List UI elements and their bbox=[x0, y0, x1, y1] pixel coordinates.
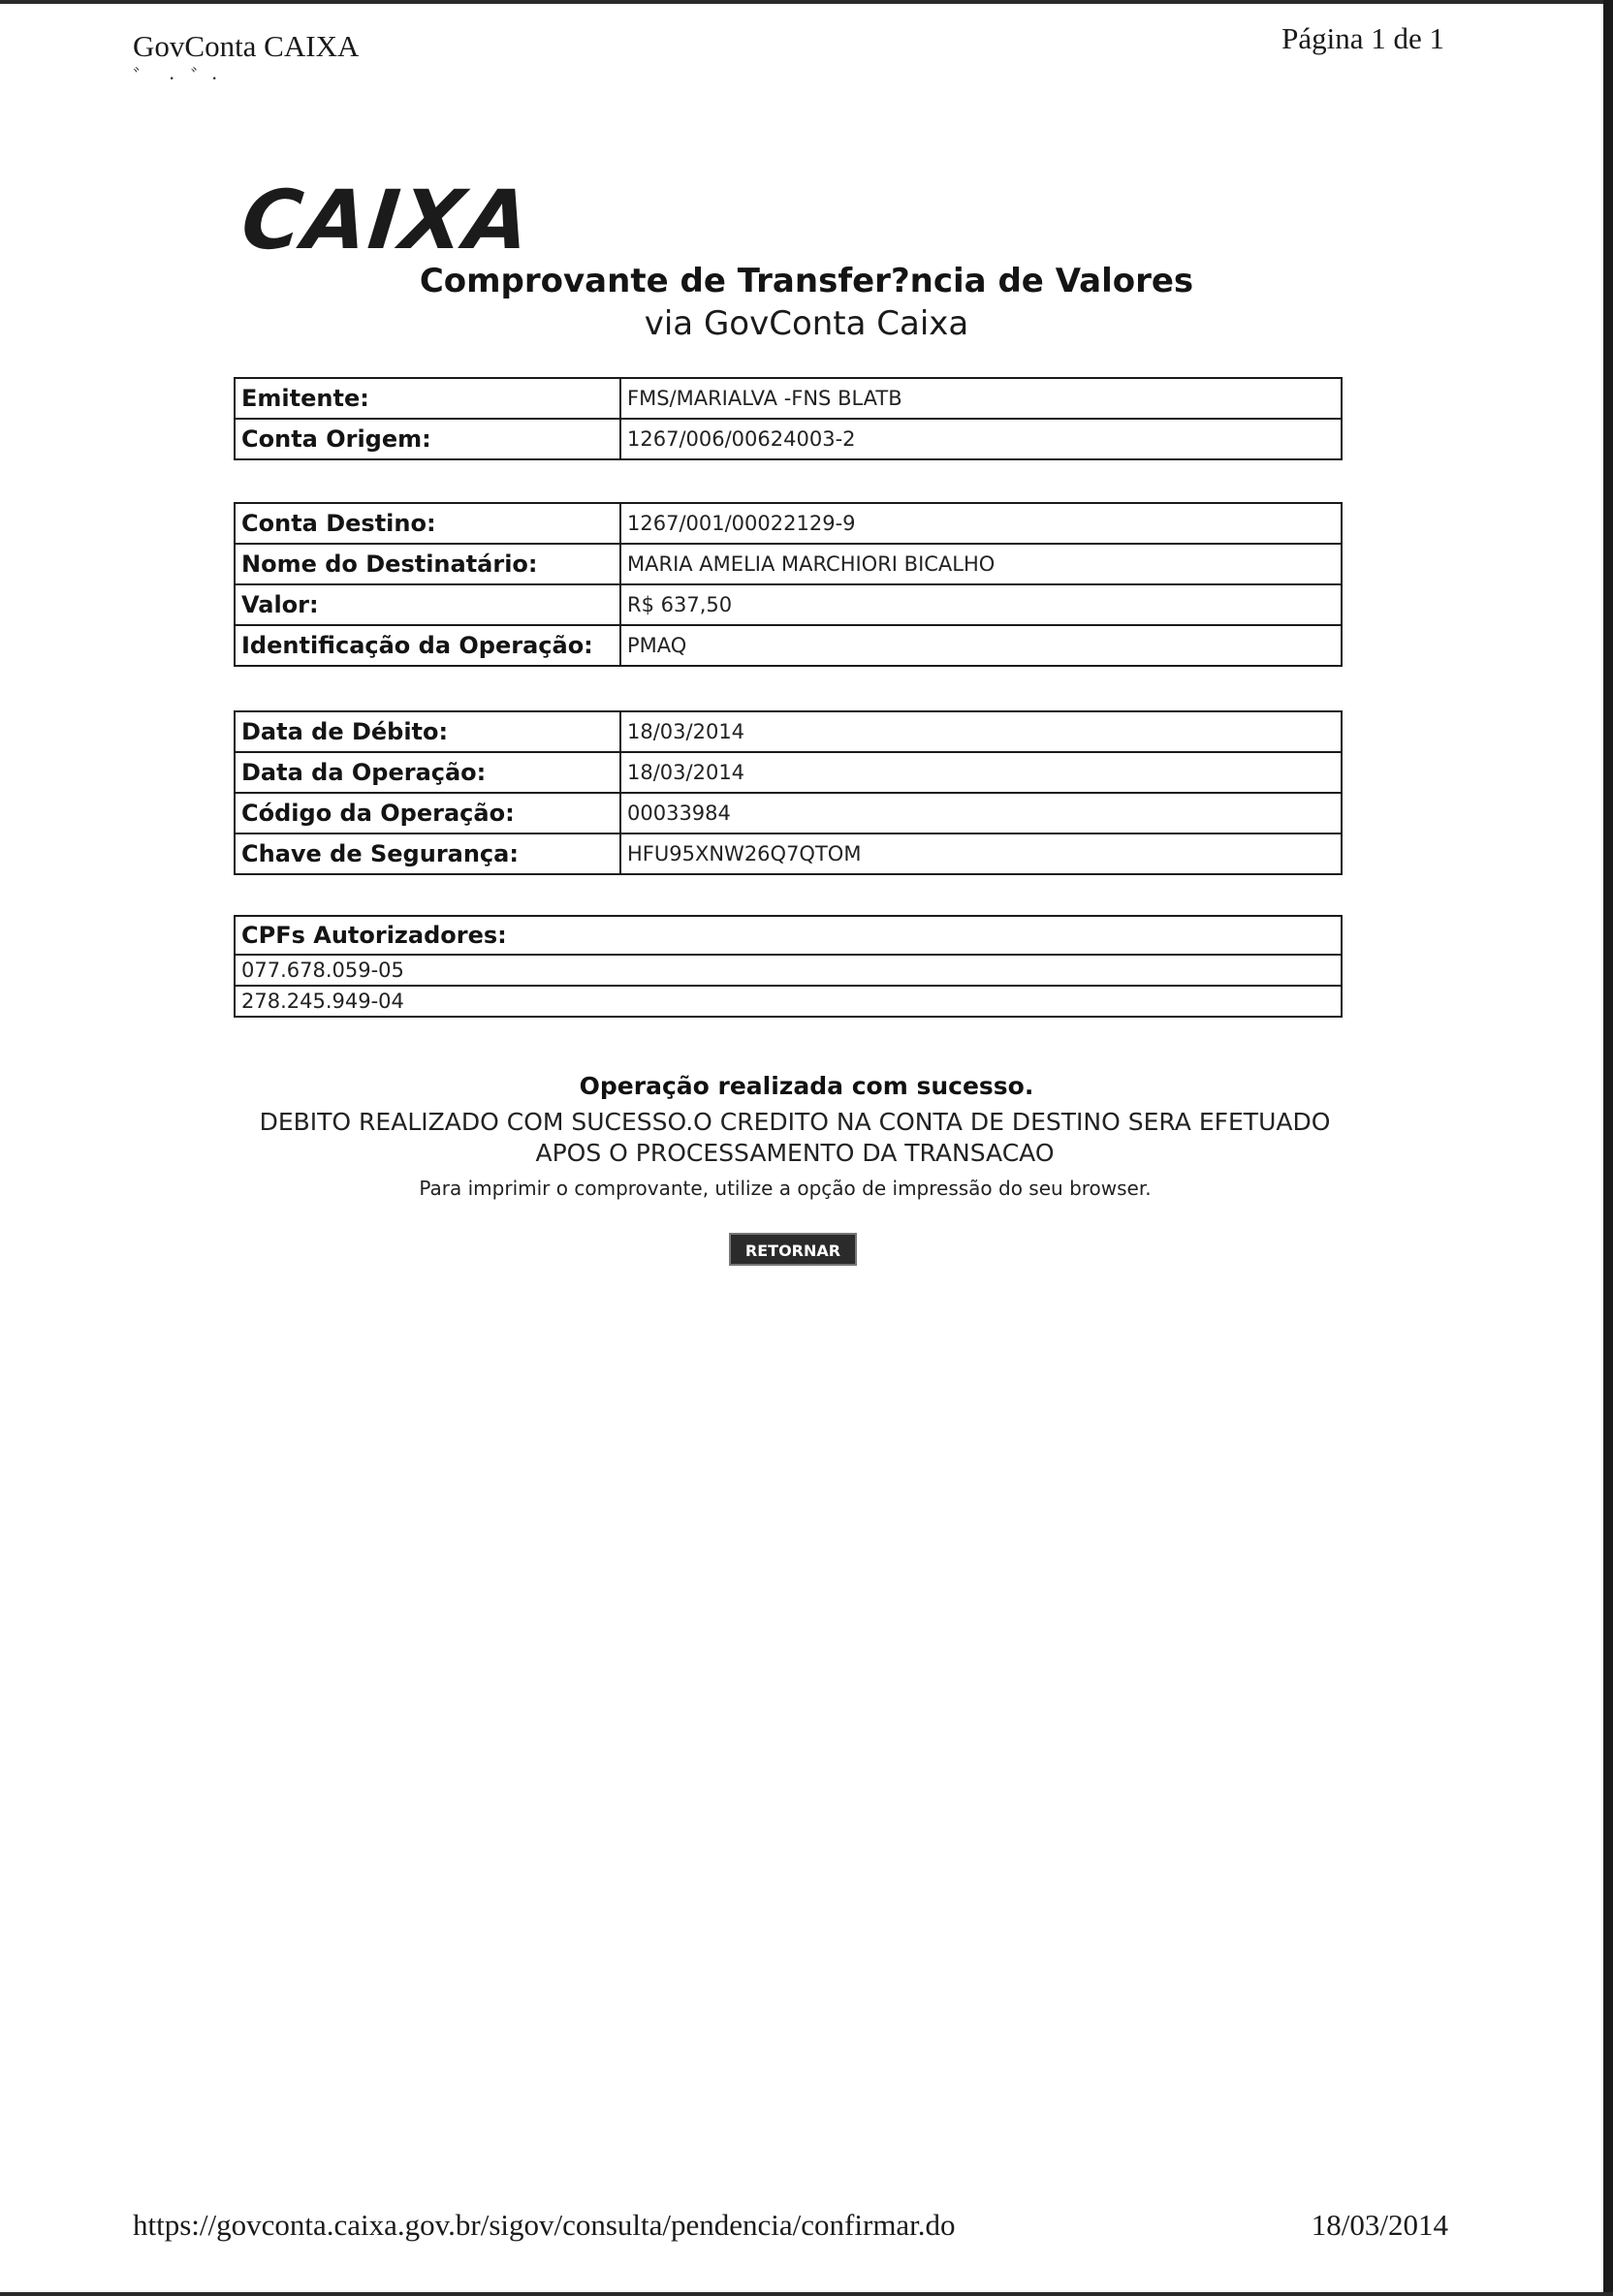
field-value: 1267/006/00624003-2 bbox=[620, 419, 1342, 459]
receipt-title: Comprovante de Transfer?ncia de Valores bbox=[419, 262, 1194, 300]
operation-table bbox=[234, 710, 1343, 875]
success-message: Operação realizada com sucesso. bbox=[579, 1072, 1034, 1100]
field-label: Conta Origem: bbox=[235, 419, 620, 459]
field-label: Data de Débito: bbox=[235, 711, 620, 752]
return-button[interactable]: RETORNAR bbox=[729, 1233, 857, 1266]
field-value: R$ 637,50 bbox=[620, 584, 1342, 625]
print-footer-date: 18/03/2014 bbox=[1311, 2208, 1448, 2242]
print-hint: Para imprimir o comprovante, utilize a opção de impressão do seu browser. bbox=[419, 1177, 1152, 1200]
field-value: 1267/001/00022129-9 bbox=[620, 503, 1342, 544]
table-row bbox=[235, 378, 1342, 419]
print-header-marks: ﾞ · ﾞ· bbox=[133, 66, 228, 90]
cpf-value: 077.678.059-05 bbox=[235, 955, 1342, 986]
scan-edge-top bbox=[0, 0, 1613, 4]
print-header-page-number: Página 1 de 1 bbox=[1281, 21, 1444, 55]
field-value: 00033984 bbox=[620, 793, 1342, 833]
field-value: 18/03/2014 bbox=[620, 752, 1342, 793]
table-row bbox=[235, 544, 1342, 584]
table-row bbox=[235, 752, 1342, 793]
destination-table bbox=[234, 502, 1343, 667]
field-label: Nome do Destinatário: bbox=[235, 544, 620, 584]
table-row bbox=[235, 584, 1342, 625]
field-label: Identificação da Operação: bbox=[235, 625, 620, 666]
table-row bbox=[235, 793, 1342, 833]
print-footer-url: https://govconta.caixa.gov.br/sigov/consulta/pendencia/confirmar.do bbox=[133, 2208, 956, 2242]
field-label: Emitente: bbox=[235, 378, 620, 419]
print-header-title: GovConta CAIXA bbox=[133, 29, 360, 63]
table-row bbox=[235, 419, 1342, 459]
field-label: Código da Operação: bbox=[235, 793, 620, 833]
cpf-table bbox=[234, 915, 1343, 1018]
field-value: MARIA AMELIA MARCHIORI BICALHO bbox=[620, 544, 1342, 584]
field-label: Data da Operação: bbox=[235, 752, 620, 793]
field-value: PMAQ bbox=[620, 625, 1342, 666]
table-row bbox=[235, 711, 1342, 752]
table-row bbox=[235, 503, 1342, 544]
caixa-logo: CAIXA bbox=[237, 173, 536, 267]
origin-table bbox=[234, 377, 1343, 460]
field-value: HFU95XNW26Q7QTOM bbox=[620, 833, 1342, 874]
scan-edge-bottom bbox=[0, 2292, 1613, 2296]
table-row bbox=[235, 833, 1342, 874]
table-row bbox=[235, 955, 1342, 986]
table-row bbox=[235, 986, 1342, 1017]
table-row bbox=[235, 916, 1342, 955]
field-label: Conta Destino: bbox=[235, 503, 620, 544]
field-value: 18/03/2014 bbox=[620, 711, 1342, 752]
debit-message-line: DEBITO REALIZADO COM SUCESSO.O CREDITO NA CONTA DE DESTINO SERA EFETUADO bbox=[259, 1108, 1331, 1136]
field-value: FMS/MARIALVA -FNS BLATB bbox=[620, 378, 1342, 419]
field-label: Valor: bbox=[235, 584, 620, 625]
receipt-subtitle: via GovConta Caixa bbox=[644, 304, 969, 343]
cpf-header: CPFs Autorizadores: bbox=[235, 916, 1342, 955]
debit-message bbox=[213, 1107, 1376, 1169]
scan-edge-right bbox=[1603, 0, 1613, 2296]
field-label: Chave de Segurança: bbox=[235, 833, 620, 874]
debit-message-line: APOS O PROCESSAMENTO DA TRANSACAO bbox=[535, 1139, 1055, 1167]
table-row bbox=[235, 625, 1342, 666]
cpf-value: 278.245.949-04 bbox=[235, 986, 1342, 1017]
